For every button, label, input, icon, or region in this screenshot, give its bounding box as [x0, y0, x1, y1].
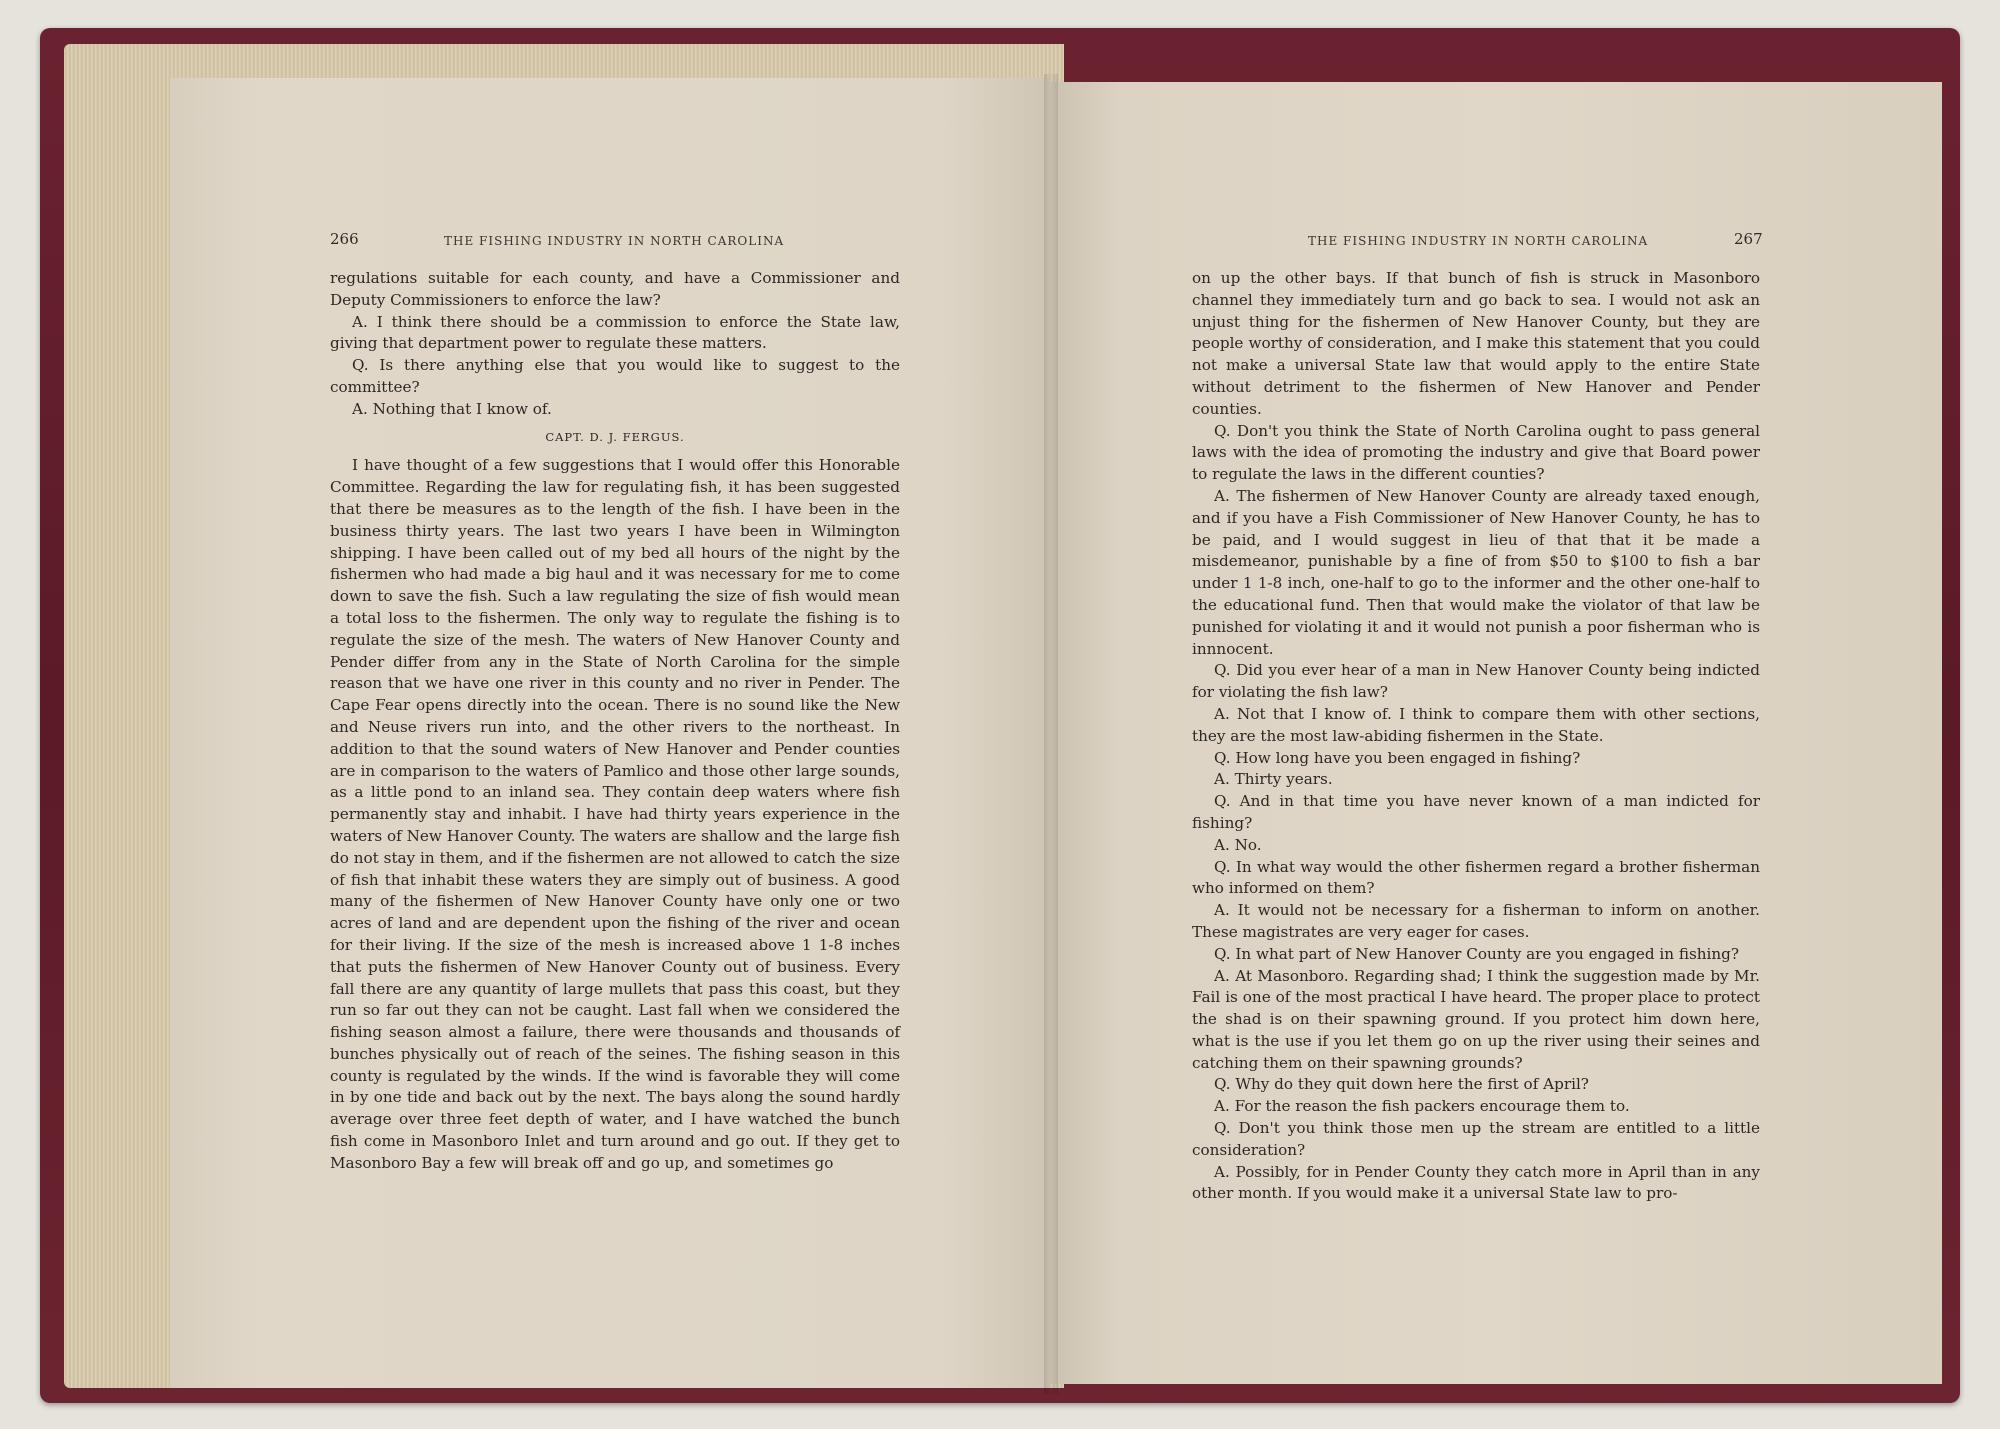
paragraph: Q. In what way would the other fishermen regard a brother fisherman who informed on them?: [1192, 857, 1760, 898]
paragraph: A. It would not be necessary for a fisherman to inform on another. These magistrates are very eager for cases.: [1192, 901, 1760, 941]
paragraph: Q. And in that time you have never known of a man indicted for fishing?: [1192, 792, 1760, 832]
paragraph: Q. Why do they quit down here the first of April?: [1214, 1075, 1589, 1094]
paragraph: A. I think there should be a commission to enforce the State law, giving that department power to regulate these matters.: [330, 312, 900, 353]
book-gutter: [1044, 74, 1058, 1394]
paragraph: Q. Did you ever hear of a man in New Hanover County being indicted for violating the fish law?: [1192, 661, 1760, 702]
paragraph: A. For the reason the fish packers encourage them to.: [1214, 1097, 1630, 1116]
left-page-text: [330, 268, 900, 1175]
right-page-number: 267: [1734, 230, 1763, 248]
paragraph: A. Possibly, for in Pender County they catch more in April than in any other month. If you would make it a universal State law to pro-: [1192, 1162, 1760, 1203]
right-page-text: [1192, 268, 1760, 1205]
paragraph: A. Not that I know of. I think to compare them with other sections, they are the most law-abiding fishermen in the State.: [1192, 704, 1760, 745]
paragraph: A. The fishermen of New Hanover County are already taxed enough, and if you have a Fish Commissioner of New Hanover County, he has to be paid, and I would suggest in lieu of that that it be made a misdemeanor, punishable by a fine of from $50 to $100 to fish a bar under 1 1-8 inch, one-half to go to the informer and the other one-half to the educational fund. Then that would make the violator of that law be punished for violating it and it would not punish a poor fisherman who is innnocent.: [1192, 486, 1760, 658]
paragraph: regulations suitable for each county, and have a Commissioner and Deputy Commissioners to enforce the law?: [330, 269, 900, 309]
left-page-number: 266: [330, 230, 359, 248]
left-running-head: THE FISHING INDUSTRY IN NORTH CAROLINA: [444, 234, 785, 248]
right-running-head: THE FISHING INDUSTRY IN NORTH CAROLINA: [1308, 234, 1649, 248]
paragraph: I have thought of a few suggestions that I would offer this Honorable Committee. Regarding the law for regulating fish, it has been suggested that there be measures as to the length of the fish. I have been in the business thirty years. The last two years I have been in Wilmington shipping. I have been called out of my bed all hours of the night by the fishermen who had made a big haul and it was necessary for me to come down to save the fish. Such a law regulating the size of fish would mean a total loss to the fishermen. The only way to regulate the fishing is to regulate the size of the mesh. The waters of New Hanover County and Pender differ from any in the State of North Carolina for the simple reason that we have one river in this county and no river in Pender. The Cape Fear opens directly into the ocean. There is no sound like the New and Neuse rivers run into, and the other rivers to the northeast. In addition to that the sound waters of New Hanover and Pender counties are in comparison to the waters of Pamlico and those other large sounds, as a little pond to an inland sea. They contain deep waters where fish permanently stay and inhabit. I have had thirty years experience in the waters of New Hanover County. The waters are shallow and the large fish do not stay in them, and if the fishermen are not allowed to catch the size of fish that inhabit these waters they are simply out of business. A good many of the fishermen of New Hanover County have only one or two acres of land and are dependent upon the fishing of the river and ocean for their living. If the size of the mesh is increased above 1 1-8 inches that puts the fishermen of New Hanover County out of business. Every fall there are any quantity of large mullets that pass this coast, but they run so far out they can not be caught. Last fall when we considered the fishing season almost a failure, there were thousands and thousands of bunches physically out of reach of the seines. The fishing season in this county is regulated by the winds. If the wind is favorable they will come in by one tide and back out by the next. The bays along the sound hardly average over three feet depth of water, and I have watched the bunch fish come in Masonboro Inlet and turn around and go out. If they get to Masonboro Bay a few will break off and go up, and sometimes go: [330, 456, 900, 1172]
paragraph: Q. Is there anything else that you would like to suggest to the committee?: [330, 356, 900, 396]
paragraph: A. No.: [1214, 835, 1262, 854]
paragraph: on up the other bays. If that bunch of fish is struck in Masonboro channel they immediately turn and go back to sea. I would not ask an unjust thing for the fishermen of New Hanover County, but they are people worthy of consideration, and I make this statement that you could not make a universal State law that would apply to the entire State without detriment to the fishermen of New Hanover and Pender counties.: [1192, 269, 1760, 418]
section-heading: CAPT. D. J. FERGUS.: [545, 429, 685, 444]
paragraph: Q. In what part of New Hanover County are you engaged in fishing?: [1214, 944, 1740, 963]
paragraph: A. Thirty years.: [1214, 770, 1333, 789]
paragraph: A. At Masonboro. Regarding shad; I think the suggestion made by Mr. Fail is one of the most practical I have heard. The proper place to protect the shad is on their spawning ground. If you protect him down here, what is the use if you let them go on up the river using their seines and catching them on their spawning grounds?: [1192, 966, 1760, 1072]
paragraph: Q. Don't you think the State of North Carolina ought to pass general laws with the idea of promoting the industry and give that Board power to regulate the laws in the different counties?: [1192, 421, 1760, 484]
paragraph: A. Nothing that I know of.: [352, 399, 552, 418]
paragraph: Q. Don't you think those men up the stream are entitled to a little consideration?: [1192, 1119, 1760, 1159]
paragraph: Q. How long have you been engaged in fishing?: [1214, 748, 1581, 767]
